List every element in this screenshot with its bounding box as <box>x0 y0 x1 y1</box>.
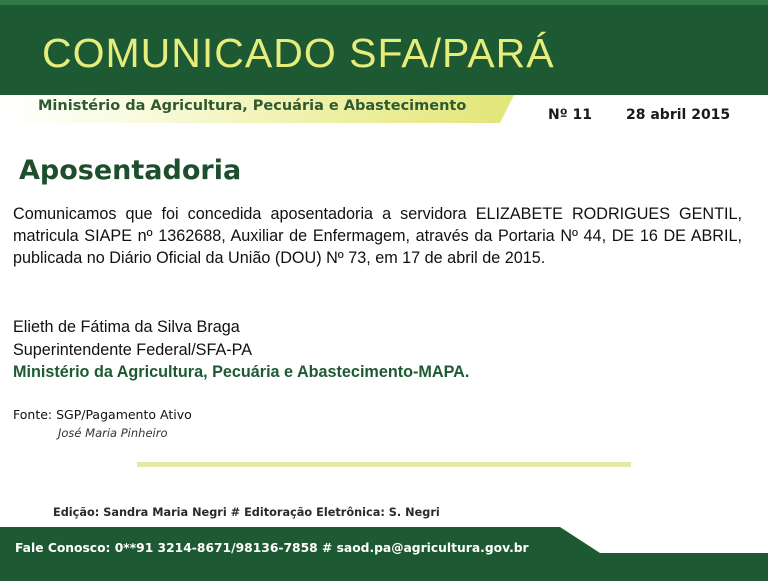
footer-notch <box>560 527 600 553</box>
ministry-name: Ministério da Agricultura, Pecuária e Abastecimento <box>38 98 467 114</box>
article-body: Comunicamos que foi concedida aposentadoria a servidora ELIZABETE RODRIGUES GENTIL, matricula SIAPE nº 1362688, Auxiliar de Enfermagem, através da Portaria Nº 44, DE 16 DE ABRIL, publicada no Diário Oficial da União (DOU) Nº 73, em 17 de abril de 2015. <box>13 205 742 267</box>
article-heading: Aposentadoria <box>19 155 242 186</box>
newsletter-title: COMUNICADO SFA/PARÁ <box>42 30 555 76</box>
issue-number: Nº 11 <box>548 107 592 123</box>
footer-notch-fill <box>600 527 768 553</box>
signatory-role: Superintendente Federal/SFA-PA <box>13 341 253 359</box>
signatory-name: Elieth de Fátima da Silva Braga <box>13 318 240 336</box>
footer-contact: Fale Conosco: 0**91 3214-8671/98136-7858 # saod.pa@agricultura.gov.br <box>15 541 529 555</box>
source-label: Fonte: SGP/Pagamento Ativo <box>13 407 192 422</box>
source-person: José Maria Pinheiro <box>58 426 168 440</box>
issue-date: 28 abril 2015 <box>626 107 731 123</box>
header-accent-line <box>0 0 768 5</box>
ministry-strip-edge <box>500 95 514 123</box>
signatory-organization: Ministério da Agricultura, Pecuária e Abastecimento-MAPA. <box>13 363 470 381</box>
edition-credit: Edição: Sandra Maria Negri # Editoração Eletrônica: S. Negri <box>53 506 440 519</box>
section-divider <box>137 462 631 467</box>
